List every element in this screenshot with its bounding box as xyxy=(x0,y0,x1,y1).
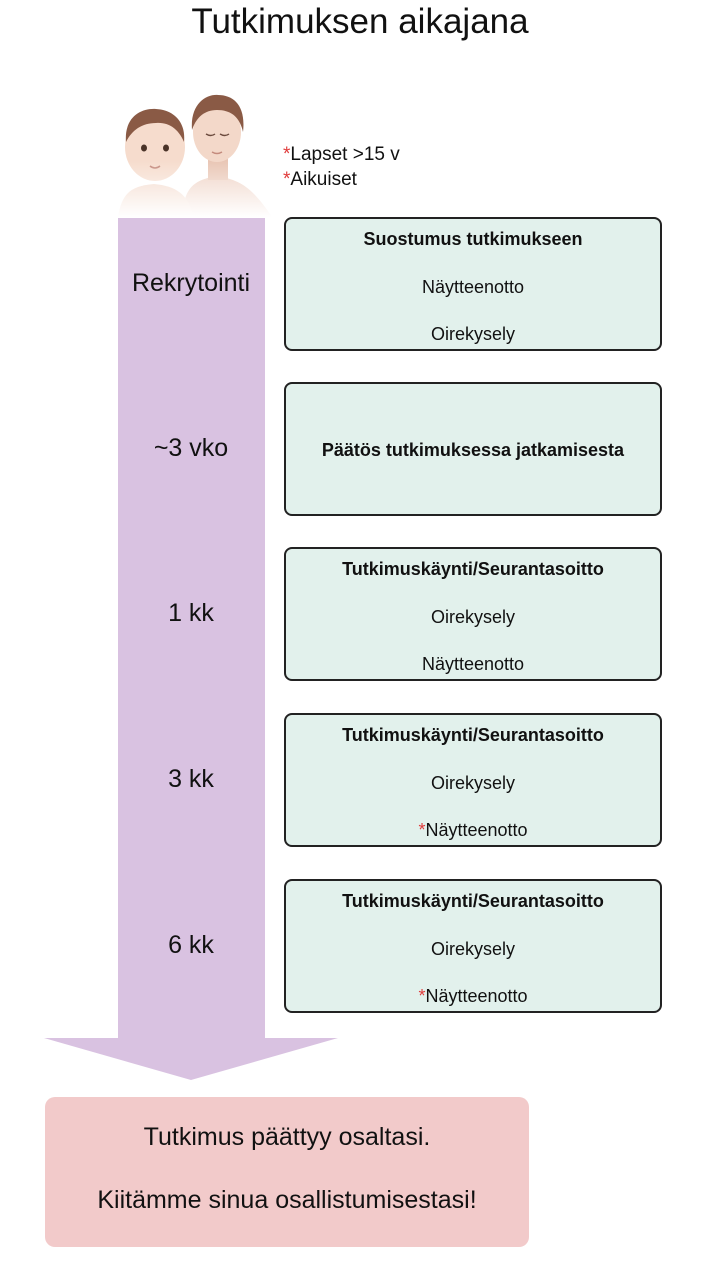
legend-adults: *Aikuiset xyxy=(283,169,357,190)
timeline-step-box xyxy=(284,217,662,351)
end-message-line-1: Tutkimus päättyy osaltasi. xyxy=(143,1123,431,1151)
star-marker: * xyxy=(283,144,291,165)
step-item: *Näytteenotto xyxy=(418,986,528,1006)
step-item: Oirekysely xyxy=(430,772,515,793)
timeline-label: Rekrytointi xyxy=(131,269,251,297)
timeline-label: 1 kk xyxy=(168,599,214,627)
step-heading: Päätös tutkimuksessa jatkamisesta xyxy=(321,440,625,460)
step-item: Oirekysely xyxy=(430,606,515,627)
step-heading: Tutkimuskäynti/Seurantasoitto xyxy=(342,725,604,745)
end-message-line-2: Kiitämme sinua osallistumisestasi! xyxy=(97,1186,477,1214)
star-marker: * xyxy=(283,169,291,190)
star-marker: * xyxy=(418,986,426,1006)
step-heading: Tutkimuskäynti/Seurantasoitto xyxy=(342,559,604,579)
page-title: Tutkimuksen aikajana xyxy=(191,2,529,41)
step-item: Oirekysely xyxy=(430,938,515,959)
step-heading: Tutkimuskäynti/Seurantasoitto xyxy=(342,891,604,911)
end-message-box xyxy=(45,1097,529,1247)
star-marker: * xyxy=(418,820,426,840)
timeline-label: 6 kk xyxy=(168,931,214,959)
timeline-step-box xyxy=(284,713,662,847)
step-item: *Näytteenotto xyxy=(418,820,528,840)
timeline-step-box xyxy=(284,547,662,681)
step-item: Näytteenotto xyxy=(421,276,525,297)
timeline-label: 3 kk xyxy=(168,765,214,793)
step-item: Näytteenotto xyxy=(421,654,525,674)
step-heading: Suostumus tutkimukseen xyxy=(363,229,583,249)
step-item: Oirekysely xyxy=(430,324,515,344)
timeline-step-box xyxy=(284,382,662,516)
legend-children: *Lapset >15 v xyxy=(283,144,400,165)
timeline-step-box xyxy=(284,879,662,1013)
timeline-label: ~3 vko xyxy=(153,434,229,462)
